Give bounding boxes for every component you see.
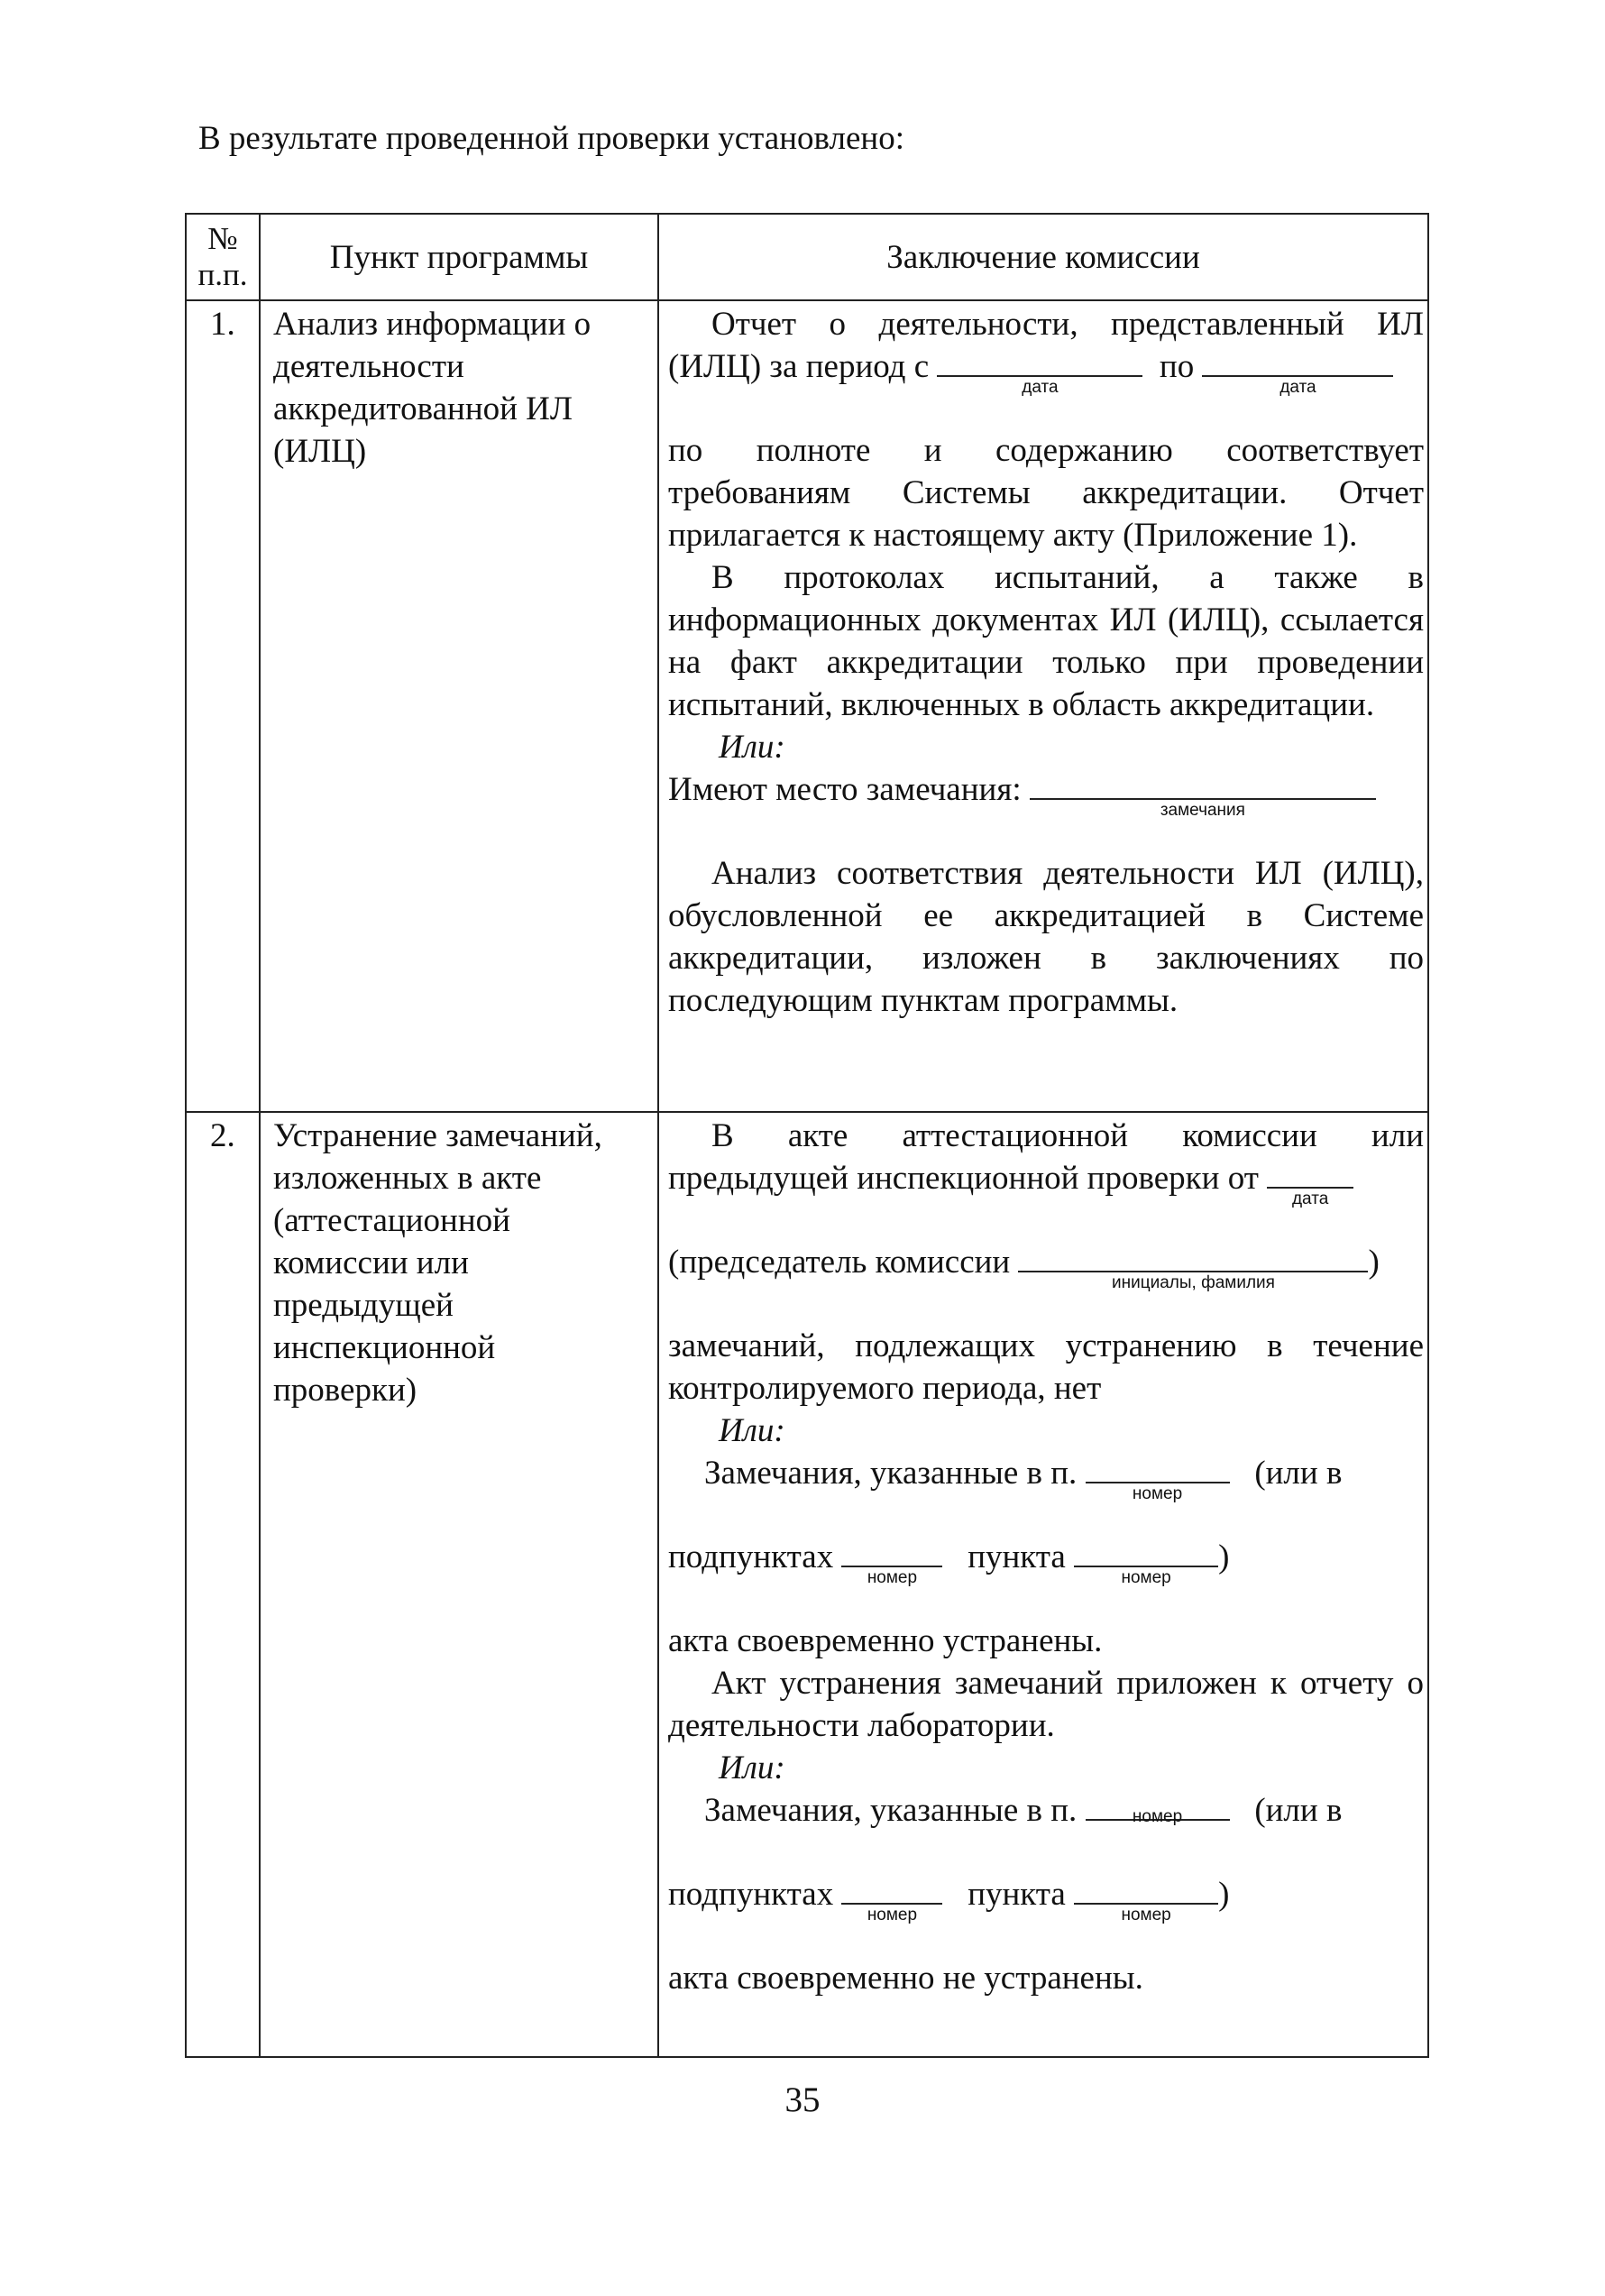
table-row [186, 1112, 1428, 2057]
row-number: 2. [186, 1112, 260, 2057]
chairman-field[interactable]: инициалы, фамилия [1018, 1244, 1368, 1272]
subitem-number-field-2[interactable]: номер [841, 1876, 942, 1905]
header-item: Пункт программы [260, 214, 658, 300]
inspection-table [185, 213, 1429, 2058]
commission-conclusion: Отчет о деятельности, представленный ИЛ (ИЛЦ) за период с дата по дата по полноте и содержанию соответствует требованиям Системы аккредитации. Отчет прилагается к настоящему акту (Приложение 1). В протоколах испытаний, а также в информационных документах ИЛ (ИЛЦ), ссылается на факт аккредитации только при проведении испытаний, включенных в область аккредитации. Или: Имеют место замечания: замечания Анализ соответствия деятельности ИЛ (ИЛЦ), обусловленной ее аккредитацией в Системе аккредитации, изложен в заключениях по последующим пунктам программы. [658, 300, 1428, 1112]
date-from-field[interactable]: дата [937, 348, 1142, 377]
item-number-field[interactable]: номер [1086, 1455, 1230, 1483]
page-number: 35 [784, 2080, 821, 2119]
item-number-field-2[interactable]: номер [1086, 1792, 1230, 1821]
header-conclusion: Заключение комиссии [658, 214, 1428, 300]
date-to-field[interactable]: дата [1202, 348, 1393, 377]
intro-text: В результате проведенной проверки установлено: [198, 120, 904, 157]
commission-conclusion: В акте аттестационной комиссии или предыдущей инспекционной проверки от дата (председатель комиссии инициалы, фамилия ) замечаний, подлежащих устранению в течение контролируемого периода, нет Или: Замечания, указанные в п. номер (или в подпунктах номер пункта номер ) акта своевременно устранены. Акт устранения замечаний приложен к отчету о деятельности лаборатории. Или: Замечания, указанные в п. номер (или в подпунктах номер пункта номер ) акта своевременно не устранены. [658, 1112, 1428, 2057]
program-item: Устранение замечаний, изложенных в акте (аттестационной комиссии или предыдущей инспекционной проверки) [260, 1112, 658, 2057]
point-number-field[interactable]: номер [1074, 1538, 1218, 1567]
table-header [186, 214, 1428, 300]
point-number-field-2[interactable]: номер [1074, 1876, 1218, 1905]
header-num: № п.п. [186, 214, 260, 300]
program-item: Анализ информации о деятельности аккредитованной ИЛ (ИЛЦ) [260, 300, 658, 1112]
prev-date-field[interactable]: дата [1267, 1160, 1353, 1189]
remarks-line: Имеют место замечания: замечания [668, 768, 1424, 811]
table-row [186, 300, 1428, 1112]
row-number: 1. [186, 300, 260, 1112]
remarks-field[interactable]: замечания [1030, 771, 1376, 800]
subitem-number-field[interactable]: номер [841, 1538, 942, 1567]
period-line: (ИЛЦ) за период с дата по дата [668, 345, 1424, 388]
